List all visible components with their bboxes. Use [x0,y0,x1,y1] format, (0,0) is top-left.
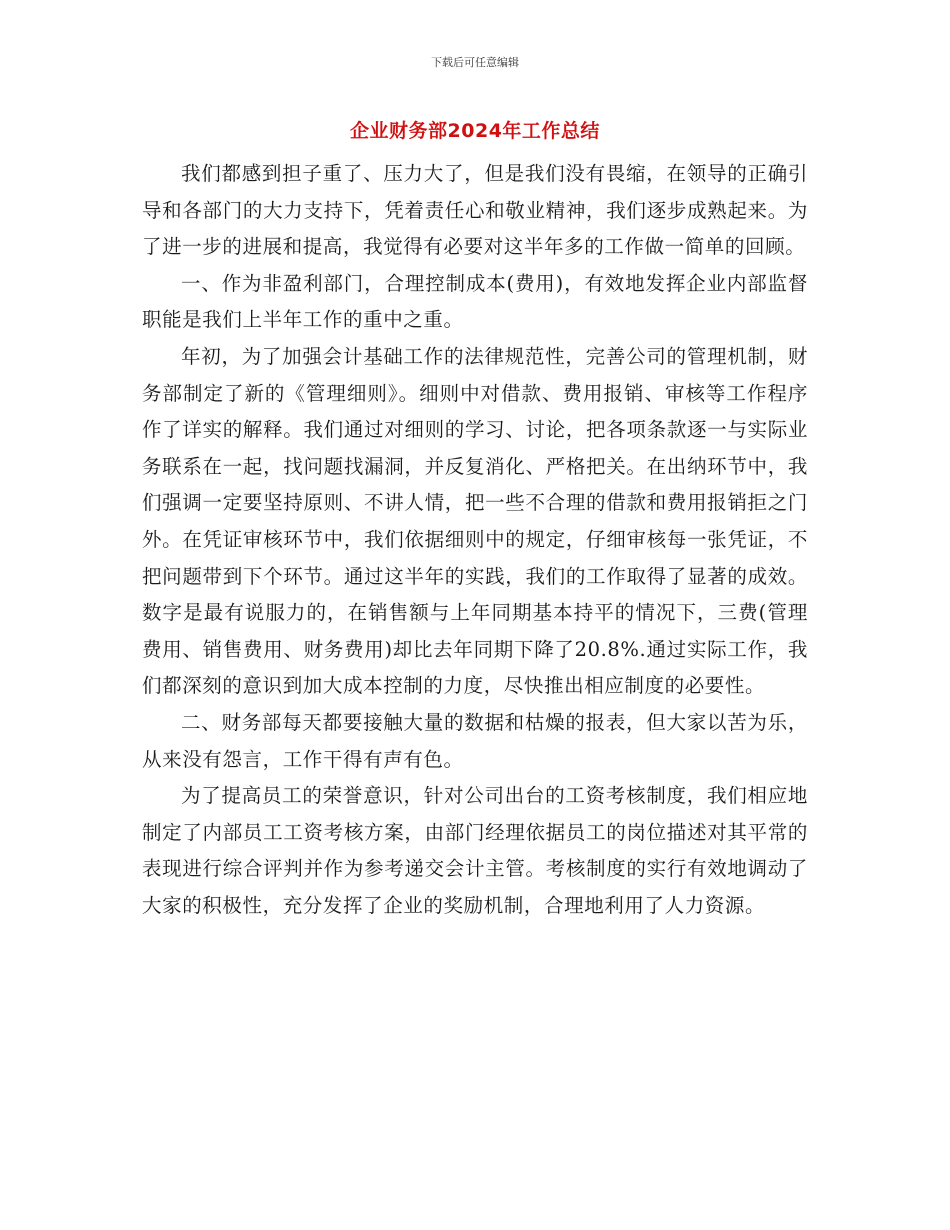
header-note: 下载后可任意编辑 [431,56,519,69]
paragraph-section-one-heading: 一、作为非盈利部门，合理控制成本(费用)，有效地发挥企业内部监督职能是我们上半年工作的重中之重。 [142,271,808,332]
document-body [142,156,808,924]
paragraph-intro: 我们都感到担子重了、压力大了，但是我们没有畏缩，在领导的正确引导和各部门的大力支持下，凭着责任心和敬业精神，我们逐步成熟起来。为了进一步的进展和提高，我觉得有必要对这半年多的工作做一简单的回顾。 [142,162,808,259]
paragraph-salary-assessment: 为了提高员工的荣誉意识，针对公司出台的工资考核制度，我们相应地制定了内部员工工资考核方案，由部门经理依据员工的岗位描述对其平常的表现进行综合评判并作为参考递交会计主管。考核制度的实行有效地调动了大家的积极性，充分发挥了企业的奖励机制，合理地利用了人力资源。 [142,784,808,917]
document-title: 企业财务部2024年工作总结 [350,120,600,142]
paragraph-cost-control: 年初，为了加强会计基础工作的法律规范性，完善公司的管理机制，财务部制定了新的《管理细则》。细则中对借款、费用报销、审核等工作程序作了详实的解释。我们通过对细则的学习、讨论，把各项条款逐一与实际业务联系在一起，找问题找漏洞，并反复消化、严格把关。在出纳环节中，我们强调一定要坚持原则、不讲人情，把一些不合理的借款和费用报销拒之门外。在凭证审核环节中，我们依据细则中的规定，仔细审核每一张凭证，不把问题带到下个环节。通过这半年的实践，我们的工作取得了显著的成效。数字是最有说服力的，在销售额与上年同期基本持平的情况下，三费(管理费用、销售费用、财务费用)却比去年同期下降了20.8%.通过实际工作，我们都深刻的意识到加大成本控制的力度，尽快推出相应制度的必要性。 [142,344,808,698]
paragraph-section-two-heading: 二、财务部每天都要接触大量的数据和枯燥的报表，但大家以苦为乐，从来没有怨言，工作干得有声有色。 [142,710,808,771]
